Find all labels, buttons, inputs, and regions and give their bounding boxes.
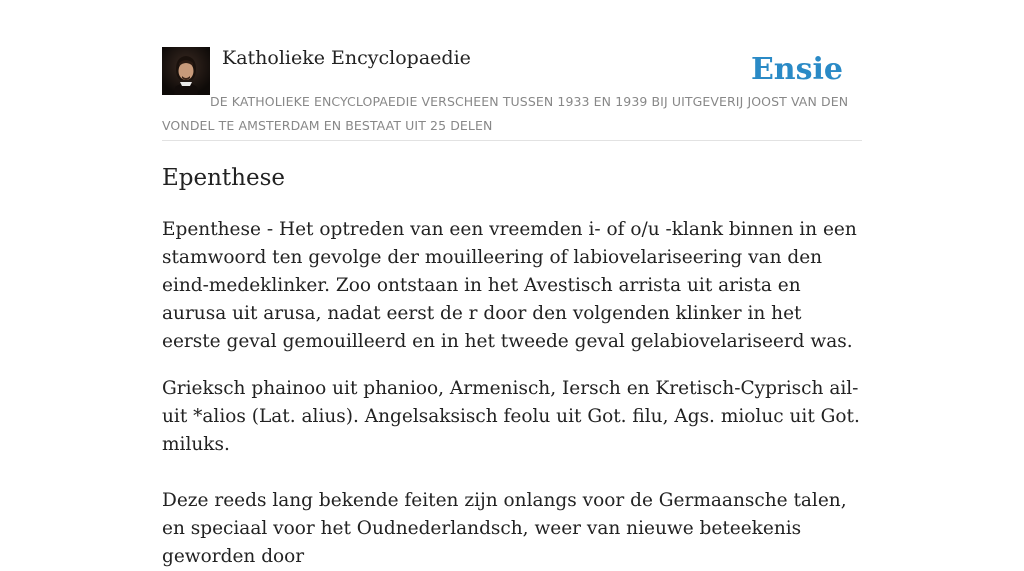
- article-paragraph: Epenthese - Het optreden van een vreemden i- of o/u -klank binnen in een stamwoord ten gevolge der mouilleering of labiovelariseering van den eind-medeklinker. Zoo ontstaan in het Avestisch arrista uit arista en aurusa uit arusa, nadat eerst de r door den volgenden klinker in het eerste geval gemouilleerd en in het tweede geval gelabiovelariseerd was.: [162, 219, 857, 352]
- article-title: Epenthese: [162, 165, 286, 191]
- portrait-icon: [162, 47, 210, 95]
- source-title[interactable]: Katholieke Encyclopaedie: [222, 47, 471, 69]
- header: [162, 46, 862, 141]
- source-description: DE KATHOLIEKE ENCYCLOPAEDIE VERSCHEEN TUSSEN 1933 EN 1939 BIJ UITGEVERIJ JOOST VAN DEN VONDEL TE AMSTERDAM EN BESTAAT UIT 25 DELEN: [162, 94, 849, 133]
- article-paragraph: Deze reeds lang bekende feiten zijn onlangs voor de Germaansche talen, en speciaal voor het Oudnederlandsch, weer van nieuwe beteekenis geworden door: [162, 490, 847, 567]
- article: [162, 161, 862, 571]
- brand-logo[interactable]: Ensie: [750, 52, 843, 87]
- article-paragraph: Grieksch phainoo uit phanioo, Armenisch, Iersch en Kretisch-Cyprisch ail-uit *alios (Lat. alius). Angelsaksisch feolu uit Got. filu, Ags. mioluc uit Got. miluks.: [162, 378, 860, 455]
- source-avatar[interactable]: [162, 47, 210, 95]
